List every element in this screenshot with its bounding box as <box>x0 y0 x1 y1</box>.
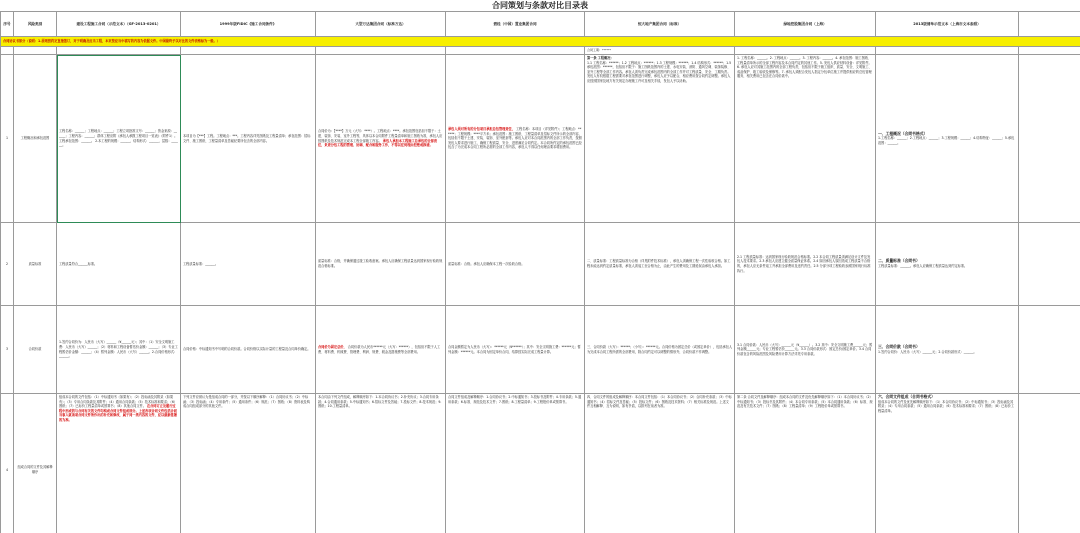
table-row <box>1 55 1080 223</box>
table-cell[interactable] <box>876 47 1019 55</box>
row-number[interactable]: 4 <box>1 394 14 533</box>
hd-text-cell[interactable]: 二、质量标准：工程质量标准为合格（详见附件技术标准），承包人须确保工程一次性验收合格。如工程未能达到约定质量标准，承包人须返工至合格为止，由此产生的费用及工期延误由承包人承担。 <box>585 223 735 306</box>
header-cell[interactable]: 绿地控股集团合同（上海） <box>735 12 876 37</box>
note-cell[interactable]: 合同协议书部分（说明：1.原则按约定直接签订，对于明确及应当工程，本页按应当中填写的内容为依据文件。中国最终予以对比的文件表格标为一般。） <box>1 37 1080 47</box>
wanda-text-cell[interactable]: 质量标准：合格，并确保通过竣工验收备案。承包人应确保工程质量达到国家现行验收规范合格标准。 <box>316 223 446 306</box>
header-row <box>1 12 1080 37</box>
fidic-text-cell[interactable]: 下列文件应被认为是组成合同的一部分，并按以下顺序解释：（1）合同协议书；（2）中标函；（3）投标函；（4）专用条件；（5）通用条件；（6）规范；（7）图纸；（8）资料表及构成合同组成部分的其他文件。 <box>181 394 316 533</box>
hd-section-title: 第一条 工程概况： <box>587 56 614 60</box>
header-cell-empty[interactable] <box>1019 12 1080 37</box>
hd-text-cell[interactable]: 四、合同文件的组成及解释顺序：本合同文件包括：（1）本合同协议书；（2）合同补充条款；（3）中标通知书；（4）招标文件及答疑；（5）投标文件；（6）图纸及技术资料；（7）相关标准及规范。上述文件互相解释、互为说明，如有矛盾，以排列在前者为准。 <box>585 394 735 533</box>
table-cell[interactable]: 合同工期：****** <box>585 47 735 55</box>
table-cell[interactable] <box>1 47 14 55</box>
fidic-text-cell[interactable]: 合同价格：中标通知书中写明的合同价款。合同价格以实际计量的工程量及合同单价确定。 <box>181 306 316 394</box>
gf-text-cell[interactable]: 工程质量符合______标准。 <box>57 223 181 306</box>
table-cell[interactable] <box>1019 223 1080 306</box>
ld-text-cell[interactable]: 3.1 合同价款：人民币（大写）______元（¥______）。3.2 其中：安全文明施工费______元；暂列金额______元；专业工程暂估价______元。3.3 合同价款形式：固定总价/固定单价。3.4 合同价款包含的风险范围及风险费用计算方法详见专用条款。 <box>735 306 876 394</box>
header-cell[interactable]: 2013版清单示范文本（上海市文本参照） <box>876 12 1019 37</box>
sh-text-cell[interactable] <box>876 55 1019 223</box>
bgy-text: 工程名称：本项目（详见附件）；工程地点：******；工程规模：****平方米；承包范围：施工图纸、工程量清单及招标文件所示的全部内容，包括但不限于土建、安装、装饰、室外配套等。承包人应对本合同范围内的全部工作负责，按照发包人要求进行施工，确保工程质量、安全、进度满足合同约定。本合同所约定的承包范围已经包含了为完成本合同工程所必需的全部工作内容，承包人不得以任何理由要求增加费用。 <box>448 127 582 150</box>
gf-text: 组成本合同的文件包括：（1）中标通知书（如果有）；（2）投标函及其附录（如果有）；（3）专用合同条款及其附件；（4）通用合同条款；（5）技术标准和要求；（6）图纸；（7）已标价工程量清单或预算书；（8）其他合同文件。 <box>59 395 178 409</box>
header-cell[interactable]: 恒大地产集团合同（标准） <box>585 12 735 37</box>
risk-category[interactable]: 质量标准 <box>14 223 57 306</box>
hd-text: 1.1 工程名称：******；1.2 工程地点：******；1.3 工程规模：******；1.4 结构形式：******；1.5 承包范围：******，包括但不限于：施工图纸范围内的土建、水电安装、消防、通风空调、装饰装修、室外工程等全部工作内容。承包人须负责完成承包范围内的全部工作并对工程质量、安全、工期负责。发包人有权根据工程需要对承包范围进行调整，承包人应予以配合，相应费用按合同约定调整。承包人应按照国家及地方有关规定办理施工许可及相关手续，发包人予以协助。 <box>587 60 732 83</box>
risk-category[interactable]: 合同价款 <box>14 306 57 394</box>
table-cell[interactable] <box>316 47 446 55</box>
wanda-text: 合同价为：【****】万元（大写：****）。工程地点：****。承包范围包括但不限于：土建、装饰、安装、室外工程等，具体以本合同附件工程量清单和施工图纸为准，承包人应按图纸及技术规范完成本工程全部施工内容。 <box>318 129 443 143</box>
wanda-highlight-text: 承包人承担本工程施工总承包的全部责任，负责分包工程的管理、协调、配合和服务工作，不得以任何理由拒绝或推诿。 <box>318 138 437 148</box>
gf-text-cell[interactable]: 1.签约合同价为：人民币（大写）______（¥______元）；其中：（1）安全文明施工费：人民币（大写）______；（2）材料和工程设备暂估价金额：______；（3）专业工程暂估价金额：______；（4）暂列金额：人民币（大写）______。2.合同价格形式：______。 <box>57 306 181 394</box>
sh-section-title: 一、工程概况（合同书格式） <box>878 130 928 136</box>
header-cell[interactable]: 大型万达集团合同（标准万达） <box>316 12 446 37</box>
header-cell[interactable]: 序号 <box>1 12 14 37</box>
header-cell[interactable]: 建设工程施工合同（示范文本）（GF-2013-0201） <box>57 12 181 37</box>
fidic-text-cell[interactable]: 本项目为【***】工程。工程地点：***。工程内容详见图纸及工程量清单；承包范围：招标文件、施工图纸、工程量清单及答疑纪要所包含的全部内容。 <box>181 55 316 223</box>
table-cell[interactable] <box>181 47 316 55</box>
sh-text-cell[interactable] <box>876 306 1019 394</box>
gf-text-cell[interactable] <box>57 394 181 533</box>
sh-text: 1.工程名称：______；2.工程地点：______；3.工程规模：______；4.结构特征：______；5.承包范围：______。 <box>878 136 1015 145</box>
fidic-text-cell[interactable]: 工程质量标准：______。 <box>181 223 316 306</box>
table-cell[interactable] <box>446 47 585 55</box>
table-row <box>1 306 1080 394</box>
table-row <box>1 223 1080 306</box>
wanda-text-cell[interactable] <box>316 306 446 394</box>
hd-text-cell[interactable] <box>585 55 735 223</box>
sh-section-title: 六、合同文件组成（合同书格式） <box>878 394 935 399</box>
blank-row <box>1 47 1080 55</box>
header-cell[interactable]: 1999年版FIDIC《施工合同条件》 <box>181 12 316 37</box>
wanda-highlight-text: 合同价为固定总价， <box>318 344 347 349</box>
sh-text: 1.签约合同价：人民币（大写）______元；2.合同价款形式：______。 <box>878 349 977 354</box>
sh-section-title: 二、质量标准（合同书） <box>878 258 920 264</box>
gf-text-cell[interactable]: 工程名称：______；工程地点：______；工程立项批准文号：______；资金来源：______；工程内容：______；群体工程应附《承包人承揽工程项目一览表》（附件1）。工程承包范围：______。 2.本工程的规模：______，结构形式：______，层数：______。 <box>57 55 181 223</box>
gf-highlight-text: 在合同订立及履行过程中形成的与合同有关的文件均构成合同文件组成部分。上述各项合同文件包括合同当事人就该项合同文件所作出的补充和修改，属于同一类内容的文件，应以最新签署的为准。 <box>59 404 177 422</box>
wanda-text-cell[interactable]: 本合同由下列文件组成，解释顺序如下：1.本合同协议书；2.补充协议；3.合同专用条款；4.合同通用条款；5.中标通知书；6.招标文件及答疑；7.投标文件；8.技术规范；9.图纸；10.工程量清单。 <box>316 394 446 533</box>
sh-text-cell[interactable] <box>876 394 1019 533</box>
table-cell[interactable] <box>14 47 57 55</box>
risk-category[interactable]: 工程概况和承包范围 <box>14 55 57 223</box>
bgy-text-cell[interactable]: 质量标准：合格。承包人应确保本工程一次验收合格。 <box>446 223 585 306</box>
row-number[interactable]: 3 <box>1 306 14 394</box>
bgy-text-cell[interactable]: 合同文件组成及解释顺序：1.合同协议书；2.中标通知书；3.投标书及附件；4.专用条款；5.通用条款；6.标准、规范及技术文件；7.图纸；8.工程量清单；9.工程报价单或预算书。 <box>446 394 585 533</box>
comparison-table <box>0 11 1080 533</box>
table-cell[interactable] <box>1019 306 1080 394</box>
table-cell[interactable] <box>1019 55 1080 223</box>
hd-text-cell[interactable]: 三、合同价款（大写）：******；（小写）：******元。合同价格为固定总价（或固定单价），包括承包人为完成本合同工程所需的全部费用，除合同约定可以调整的情形外，合同价款不作调整。 <box>585 306 735 394</box>
header-cell[interactable]: 风险类别 <box>14 12 57 37</box>
table-cell[interactable] <box>1019 47 1080 55</box>
wanda-text: 合同价款为人民币******元（大写：******），包括但不限于人工费、材料费、机械费、管理费、利润、规费、税金及措施费等全部费用。 <box>318 344 441 354</box>
sh-section-title: 三、合同价款（合同书） <box>878 343 920 349</box>
bgy-text-cell[interactable] <box>446 55 585 223</box>
bgy-text-cell[interactable]: 合同金额暂定为人民币（大写）：******元（¥******）；其中：安全文明施工费：******元；暂列金额：******元。本合同为固定单价合同，结算按实际完成工程量计算。 <box>446 306 585 394</box>
risk-category[interactable]: 组成合同的文件及其解释顺序 <box>14 394 57 533</box>
row-number[interactable]: 1 <box>1 55 14 223</box>
sheet-title: 合同策划与条款对比目录表 <box>492 1 588 10</box>
ld-text-cell[interactable]: 1. 工程名称：______。2. 工程地点：______。3. 工程内容：______。4. 承包范围：施工图纸、工程量清单所示的全部工程内容及本合同约定的其他工作。5. 发包人供应材料设备：详见附件。6. 承包人应对其施工范围内的全部工程负责，包括但不限于施工组织、质量、安全、文明施工、成品保护、竣工验收及保修等。7. 承包人须配合发包人指定分包单位施工并提供相应的总包管理服务，相关费用已包含在合同价款中。 <box>735 55 876 223</box>
row-number[interactable]: 2 <box>1 223 14 306</box>
table-row <box>1 394 1080 533</box>
header-cell[interactable]: 碧桂（中国）置业集团合同 <box>446 12 585 37</box>
ld-text-cell[interactable]: 2.1 工程质量标准：达到国家现行验收规范合格标准。2.2 本合同工程质量须满足设计文件及发包人技术要求。2.3 承包人应建立健全质量保证体系。2.4 如因承包人原因造成工程质量不合格的，承包人应无条件返工并承担全部费用及违约责任。2.5 分部分项工程验收参照国家现行标准执行。 <box>735 223 876 306</box>
wanda-text-cell[interactable] <box>316 55 446 223</box>
bgy-highlight-text: 承包人须对所有的分包项目承担总包管理责任， <box>448 127 515 132</box>
table-cell[interactable] <box>57 47 181 55</box>
sh-text: 组成本合同的文件及优先解释顺序如下：（1）本合同协议书；（2）中标通知书；（3）投标函及其附录；（4）专用合同条款；（5）通用合同条款；（6）技术标准和要求；（7）图纸；（8）已标价工程量清单。 <box>878 399 1015 413</box>
ld-text-cell[interactable]: 第二条 合同文件及解释顺序：组成本合同的文件及优先解释顺序如下：（1）本合同协议书；（2）中标通知书；（3）投标书及其附件；（4）本合同专用条款；（5）本合同通用条款；（6）标准、规范及有关技术文件；（7）图纸；（8）工程量清单；（9）工程报价单或预算书。 <box>735 394 876 533</box>
sh-text: 工程质量标准：______。承包人应确保工程质量达到约定标准。 <box>878 264 968 268</box>
table-cell[interactable] <box>1019 394 1080 533</box>
note-row <box>1 37 1080 47</box>
table-cell[interactable] <box>735 47 876 55</box>
sh-text-cell[interactable] <box>876 223 1019 306</box>
